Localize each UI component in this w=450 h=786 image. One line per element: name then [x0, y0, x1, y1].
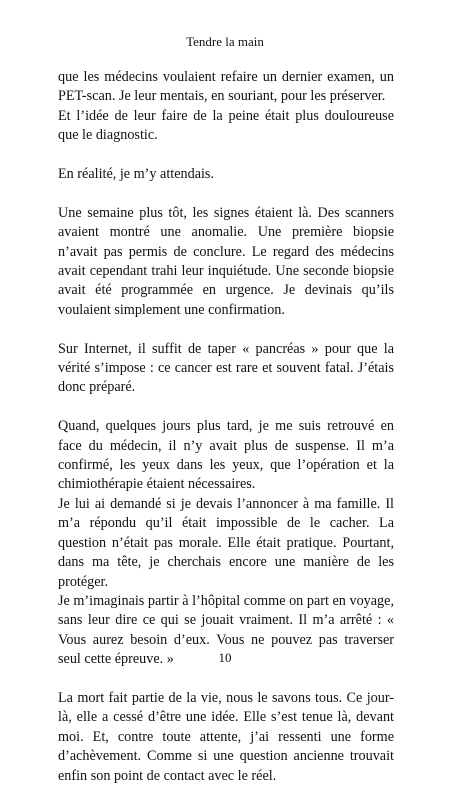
- paragraph: que les médecins voulaient refaire un dernier examen, un PET-scan. Je leur mentais, en souriant, pour les préserver.: [58, 69, 394, 105]
- paragraph: Je lui ai demandé si je devais l’annoncer à ma famille. Il m’a répondu qu’il était impossible de le cacher. La question n’était pas morale. Elle était pratique. Pourtant, dans ma tête, je cherchais encore une manière de les protéger.: [58, 495, 394, 590]
- paragraph: Une semaine plus tôt, les signes étaient là. Des scanners avaient montré une anomalie. Une première biopsie n’avait pas permis de conclure. Le regard des médecins avait cependant trahi leur inquiétude. Une seconde biopsie avait été programmée en urgence. Je devinais qu’ils voulaient simplement une confirmation.: [58, 204, 394, 318]
- running-head: Tendre la main: [186, 34, 264, 49]
- page-number: 10: [218, 650, 232, 665]
- body-text: [58, 68, 394, 786]
- paragraph: En réalité, je m’y attendais.: [58, 166, 215, 183]
- paragraph: La mort fait partie de la vie, nous le savons tous. Ce jour-là, elle a cessé d’être une idée. Elle s’est tenue là, devant moi. Et, contre toute attente, j’ai ressenti une forme d’achèvement. Comme si une question ancienne trouvait enfin son point de contact avec le réel.: [58, 689, 394, 784]
- paragraph: Quand, quelques jours plus tard, je me suis retrouvé en face du médecin, il n’y avait plus de suspense. Il m’a confirmé, les yeux dans les yeux, que l’opération et la chimiothérapie étaient nécessaires.: [58, 418, 394, 493]
- paragraph: Et l’idée de leur faire de la peine était plus douloureuse que le diagnostic.: [58, 107, 394, 144]
- paragraph: Je m’imaginais partir à l’hôpital comme on part en voyage, sans leur dire ce qui se jouait vraiment. Il m’a arrêté : « Vous aurez besoin d’eux. Vous ne pouvez pas traverser seul cette épreuve. »: [58, 592, 394, 668]
- paragraph: Sur Internet, il suffit de taper « pancréas » pour que la vérité s’impose : ce cancer est rare et souvent fatal. J’étais donc préparé.: [58, 340, 394, 396]
